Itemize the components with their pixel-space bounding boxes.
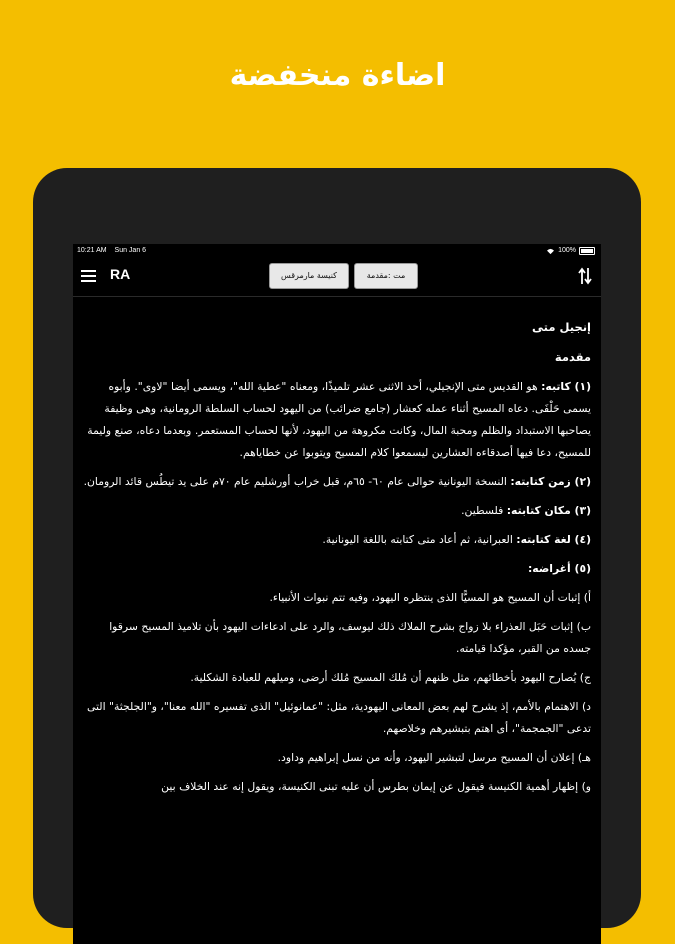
paragraph-list: [83, 376, 591, 798]
battery-icon: [579, 247, 595, 255]
paragraph: [83, 471, 591, 493]
paragraph: [83, 529, 591, 551]
status-bar: [73, 244, 601, 258]
headline: اضاءة منخفضة: [229, 58, 446, 93]
hamburger-menu-icon[interactable]: [81, 270, 96, 282]
church-button[interactable]: كنيسة مارمرقس: [269, 263, 349, 289]
paragraph-text: أ) إثبات أن المسيح هو المسيًّا الذى ينتظره اليهود، وفيه تتم نبوات الأنبياء.: [269, 591, 591, 604]
book-title: إنجيل متى: [532, 320, 591, 334]
status-date: Sun Jan 6: [114, 247, 147, 254]
battery-percent: 100%: [558, 247, 576, 254]
app-screen: [73, 244, 601, 944]
paragraph: [83, 667, 591, 689]
paragraph-text: هـ) إعلان أن المسيح مرسل لتبشير اليهود، وأنه من نسل إبراهيم وداود.: [277, 751, 591, 764]
paragraph-text: النسخة اليونانية حوالى عام ٦٠- ٦٥م، قبل خراب أورشليم عام ٧٠م على يد تيطُس قائد الرومان.: [83, 475, 511, 488]
paragraph-label: (٤) لغة كتابته:: [516, 533, 591, 546]
paragraph: [83, 587, 591, 609]
paragraph-label: (١) كاتبه:: [541, 380, 591, 393]
paragraph: [83, 376, 591, 464]
paragraph-text: هو القديس متى الإنجيلي، أحد الاثنى عشر تلميذًا، ومعناه "عطية الله"، ويسمى أيضا "لاوى". وأبوه يسمى حَلْفَى. دعاه المسيح أثناء عمله كعشار (جامع ضرائب) من اليهود لحساب السلطة الرومانية، وهى وظيفة يصاحبها الاستبداد والظلم ومحبة المال، وكانت مكروهة من اليهود، لأنها لحساب المستعمر. وبعدما دعاه، صنع وليمة للمسيح، دعا فيها أصدقاءه العشارين ليسمعوا كلام المسيح ويتوبوا عن خطاياهم.: [87, 380, 591, 459]
paragraph-label: (٢) زمن كتابته:: [510, 475, 591, 488]
status-time: 10:21 AM: [77, 247, 107, 254]
paragraph: [83, 696, 591, 740]
tablet-frame: [33, 168, 641, 928]
paragraph: [83, 558, 591, 580]
paragraph: [83, 776, 591, 798]
paragraph-label: (٥) أغراضه:: [527, 562, 591, 575]
paragraph-text: فلسطين.: [461, 504, 507, 517]
chapter-button[interactable]: مت :مقدمة: [354, 263, 418, 289]
toolbar: [73, 258, 601, 297]
paragraph-text: و) إظهار أهمية الكنيسة فيقول عن إيمان بطرس أن عليه تبنى الكنيسة، ويقول إنه عند الخلاف بين: [161, 780, 591, 793]
wifi-icon: [546, 248, 555, 255]
font-size-icon[interactable]: RA: [110, 266, 131, 282]
paragraph-text: د) الاهتمام بالأمم، إذ يشرح لهم بعض المعانى اليهودية، مثل: "عمانوئيل" الذى تفسيره "الله معنا"، و"الجلجثة" التى تدعى "الجمجمة"، أى اهتم بتبشيرهم وخلاصهم.: [87, 700, 591, 735]
paragraph-text: ب) إثبات حَبَل العذراء بلا زواج بشرح الملاك ذلك ليوسف، والرد على ادعاءات اليهود بأن تلاميذ المسيح سرقوا جسده من القبر، مؤكدا قيامته.: [109, 620, 591, 655]
paragraph: [83, 500, 591, 522]
sort-arrows-icon[interactable]: [577, 266, 593, 286]
paragraph-text: العبرانية، ثم أعاد متى كتابته باللغة اليونانية.: [322, 533, 517, 546]
paragraph: [83, 616, 591, 660]
paragraph-label: (٣) مكان كتابته:: [506, 504, 591, 517]
paragraph-text: ج) يُصارح اليهود بأخطائهم، مثل ظنهم أن مُلك المسيح مُلك أرضى، وميلهم للعبادة الشكلية.: [190, 671, 591, 684]
reading-content: [83, 310, 591, 944]
section-subtitle: مقدمة: [554, 350, 591, 364]
paragraph: [83, 747, 591, 769]
